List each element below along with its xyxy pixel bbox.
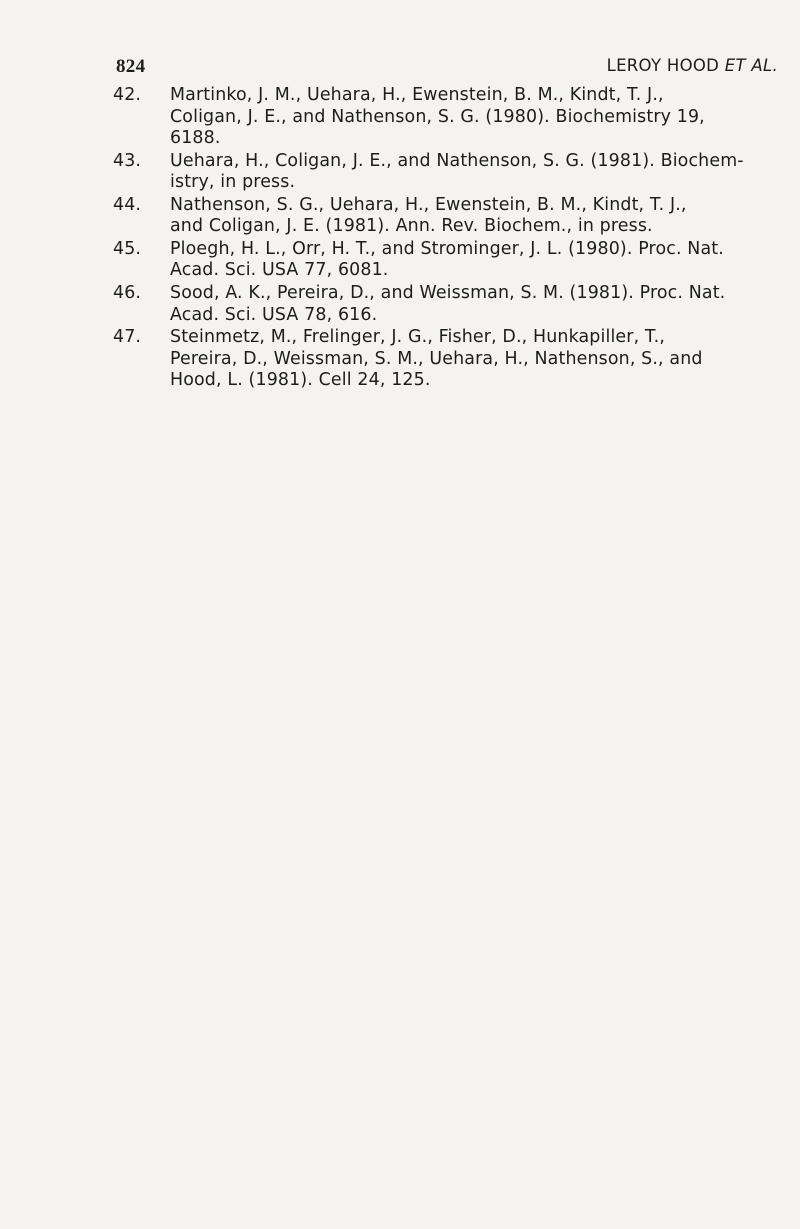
reference-line: Ploegh, H. L., Orr, H. T., and Strominger, J. L. (1980). Proc. Nat. bbox=[170, 238, 724, 259]
reference-45 bbox=[113, 239, 785, 282]
reference-number: 44. bbox=[113, 194, 142, 215]
reference-line: Martinko, J. M., Uehara, H., Ewenstein, B. M., Kindt, T. J., bbox=[170, 85, 664, 105]
running-head-author: LEROY HOOD bbox=[606, 56, 720, 75]
reference-line: Pereira, D., Weissman, S. M., Uehara, H., Nathenson, S., and bbox=[170, 348, 703, 369]
reference-line: Uehara, H., Coligan, J. E., and Nathenson, S. G. (1981). Biochem- bbox=[170, 150, 744, 171]
reference-number: 47. bbox=[113, 326, 142, 347]
reference-46 bbox=[113, 283, 785, 326]
running-head-et-al: ET AL. bbox=[724, 56, 778, 75]
running-head bbox=[607, 56, 778, 75]
reference-42 bbox=[113, 85, 785, 150]
reference-line: and Coligan, J. E. (1981). Ann. Rev. Biochem., in press. bbox=[170, 216, 653, 237]
reference-line: Coligan, J. E., and Nathenson, S. G. (1980). Biochemistry 19, bbox=[170, 106, 705, 127]
reference-number: 42. bbox=[113, 85, 142, 105]
reference-line: 6188. bbox=[170, 128, 221, 149]
reference-number: 43. bbox=[113, 150, 142, 171]
reference-line: Acad. Sci. USA 77, 6081. bbox=[170, 260, 389, 281]
reference-44 bbox=[113, 195, 785, 238]
reference-line: Acad. Sci. USA 78, 616. bbox=[170, 304, 378, 325]
reference-line: Nathenson, S. G., Uehara, H., Ewenstein, B. M., Kindt, T. J., bbox=[170, 194, 687, 215]
reference-43 bbox=[113, 151, 785, 194]
reference-line: Hood, L. (1981). Cell 24, 125. bbox=[170, 370, 431, 391]
reference-list bbox=[113, 85, 785, 393]
reference-number: 46. bbox=[113, 282, 142, 303]
reference-line: Sood, A. K., Pereira, D., and Weissman, S. M. (1981). Proc. Nat. bbox=[170, 282, 726, 303]
page-number: 824 bbox=[116, 56, 146, 77]
reference-47 bbox=[113, 327, 785, 392]
reference-number: 45. bbox=[113, 238, 142, 259]
page-header bbox=[116, 56, 778, 80]
reference-line: istry, in press. bbox=[170, 172, 296, 193]
reference-line: Steinmetz, M., Frelinger, J. G., Fisher, D., Hunkapiller, T., bbox=[170, 326, 665, 347]
